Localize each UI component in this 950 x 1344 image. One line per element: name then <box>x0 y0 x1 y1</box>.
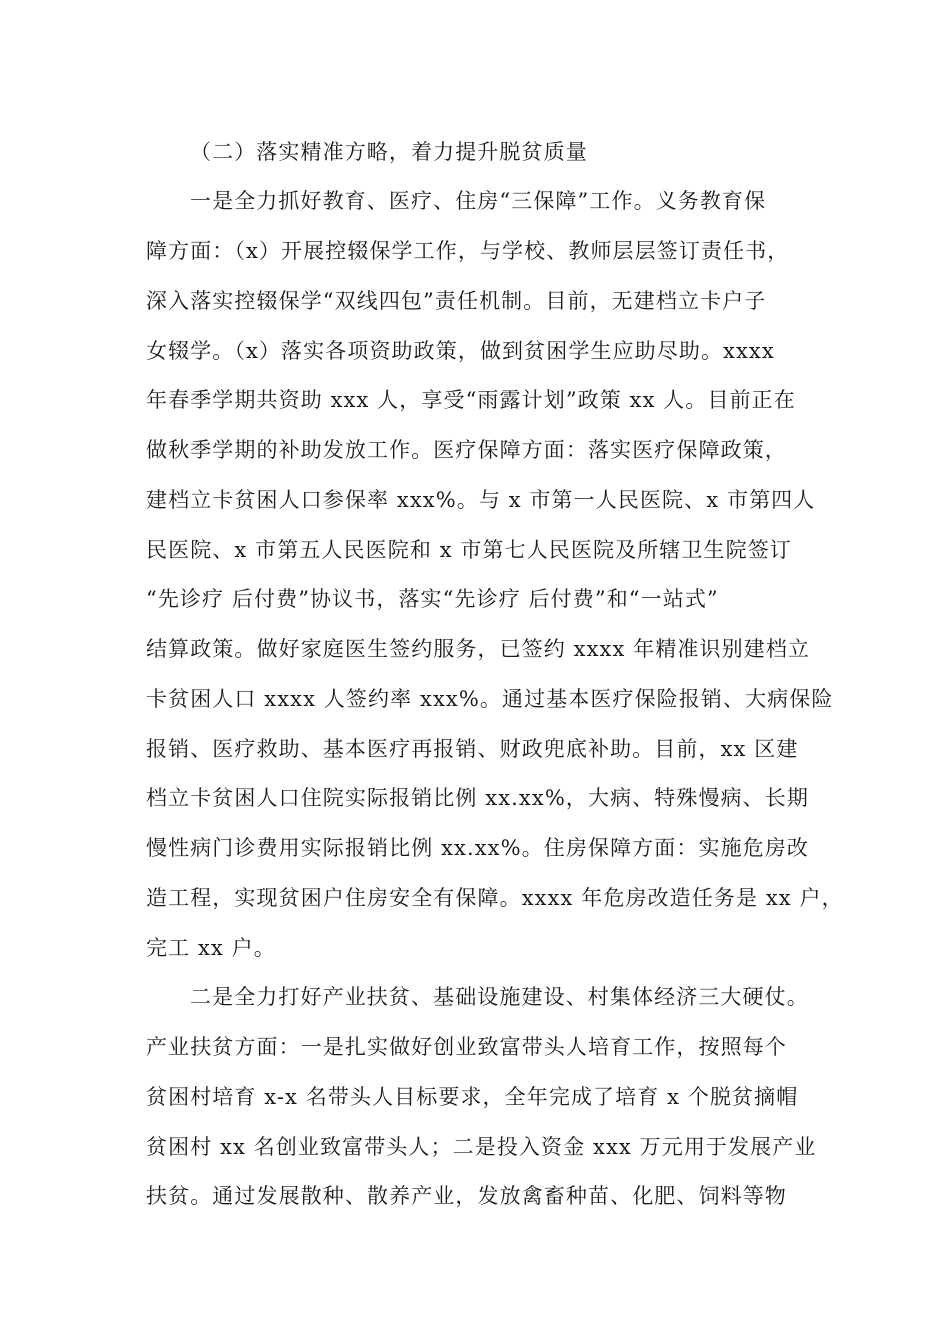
paragraph-line: 完工 xx 户。 <box>146 936 276 960</box>
paragraph-line: 产业扶贫方面：一是扎实做好创业致富带头人培育工作，按照每个 <box>146 1035 787 1059</box>
paragraph-line: 造工程，实现贫困户住房安全有保障。xxxx 年危房改造任务是 xx 户， <box>146 886 844 910</box>
paragraph-line: 做秋季学期的补助发放工作。医疗保障方面：落实医疗保障政策， <box>146 438 787 462</box>
paragraph-line: 贫困村培育 x-x 名带头人目标要求，全年完成了培育 x 个脱贫摘帽 <box>146 1085 799 1109</box>
paragraph-line: 扶贫。通过发展散种、散养产业，发放禽畜种苗、化肥、饲料等物 <box>146 1184 787 1208</box>
paragraph-line: 二是全力打好产业扶贫、基础设施建设、村集体经济三大硬仗。 <box>190 985 809 1009</box>
paragraph-line: 建档立卡贫困人口参保率 xxx%。与 x 市第一人民医院、x 市第四人 <box>146 488 816 512</box>
paragraph-line: “先诊疗 后付费”协议书，落实“先诊疗 后付费”和“一站式” <box>146 587 719 611</box>
paragraph-line: 档立卡贫困人口住院实际报销比例 xx.xx%，大病、特殊慢病、长期 <box>146 786 809 810</box>
paragraph-line: 报销、医疗救助、基本医疗再报销、财政兜底补助。目前，xx 区建 <box>146 737 799 761</box>
paragraph-line: 深入落实控辍保学“双线四包”责任机制。目前，无建档立卡户子 <box>146 289 767 313</box>
paragraph-line: 年春季学期共资助 xxx 人，享受“雨露计划”政策 xx 人。目前正在 <box>146 388 796 412</box>
paragraph-line: 贫困村 xx 名创业致富带头人；二是投入资金 xxx 万元用于发展产业 <box>146 1135 817 1159</box>
paragraph-line: 慢性病门诊费用实际报销比例 xx.xx%。住房保障方面：实施危房改 <box>146 836 809 860</box>
paragraph-line: 卡贫困人口 xxxx 人签约率 xxx%。通过基本医疗保险报销、大病保险 <box>146 687 834 711</box>
paragraph-line: 结算政策。做好家庭医生签约服务，已签约 xxxx 年精准识别建档立 <box>146 637 811 661</box>
paragraph-line: 民医院、x 市第五人民医院和 x 市第七人民医院及所辖卫生院签订 <box>146 538 792 562</box>
paragraph-line: 一是全力抓好教育、医疗、住房“三保障”工作。义务教育保 <box>190 189 767 213</box>
paragraph-line: 障方面：（x）开展控辍保学工作，与学校、教师层层签订责任书， <box>146 239 790 263</box>
section-heading: （二）落实精准方略，着力提升脱贫质量 <box>190 140 588 164</box>
paragraph-line: 女辍学。（x）落实各项资助政策，做到贫困学生应助尽助。xxxx <box>146 339 775 363</box>
